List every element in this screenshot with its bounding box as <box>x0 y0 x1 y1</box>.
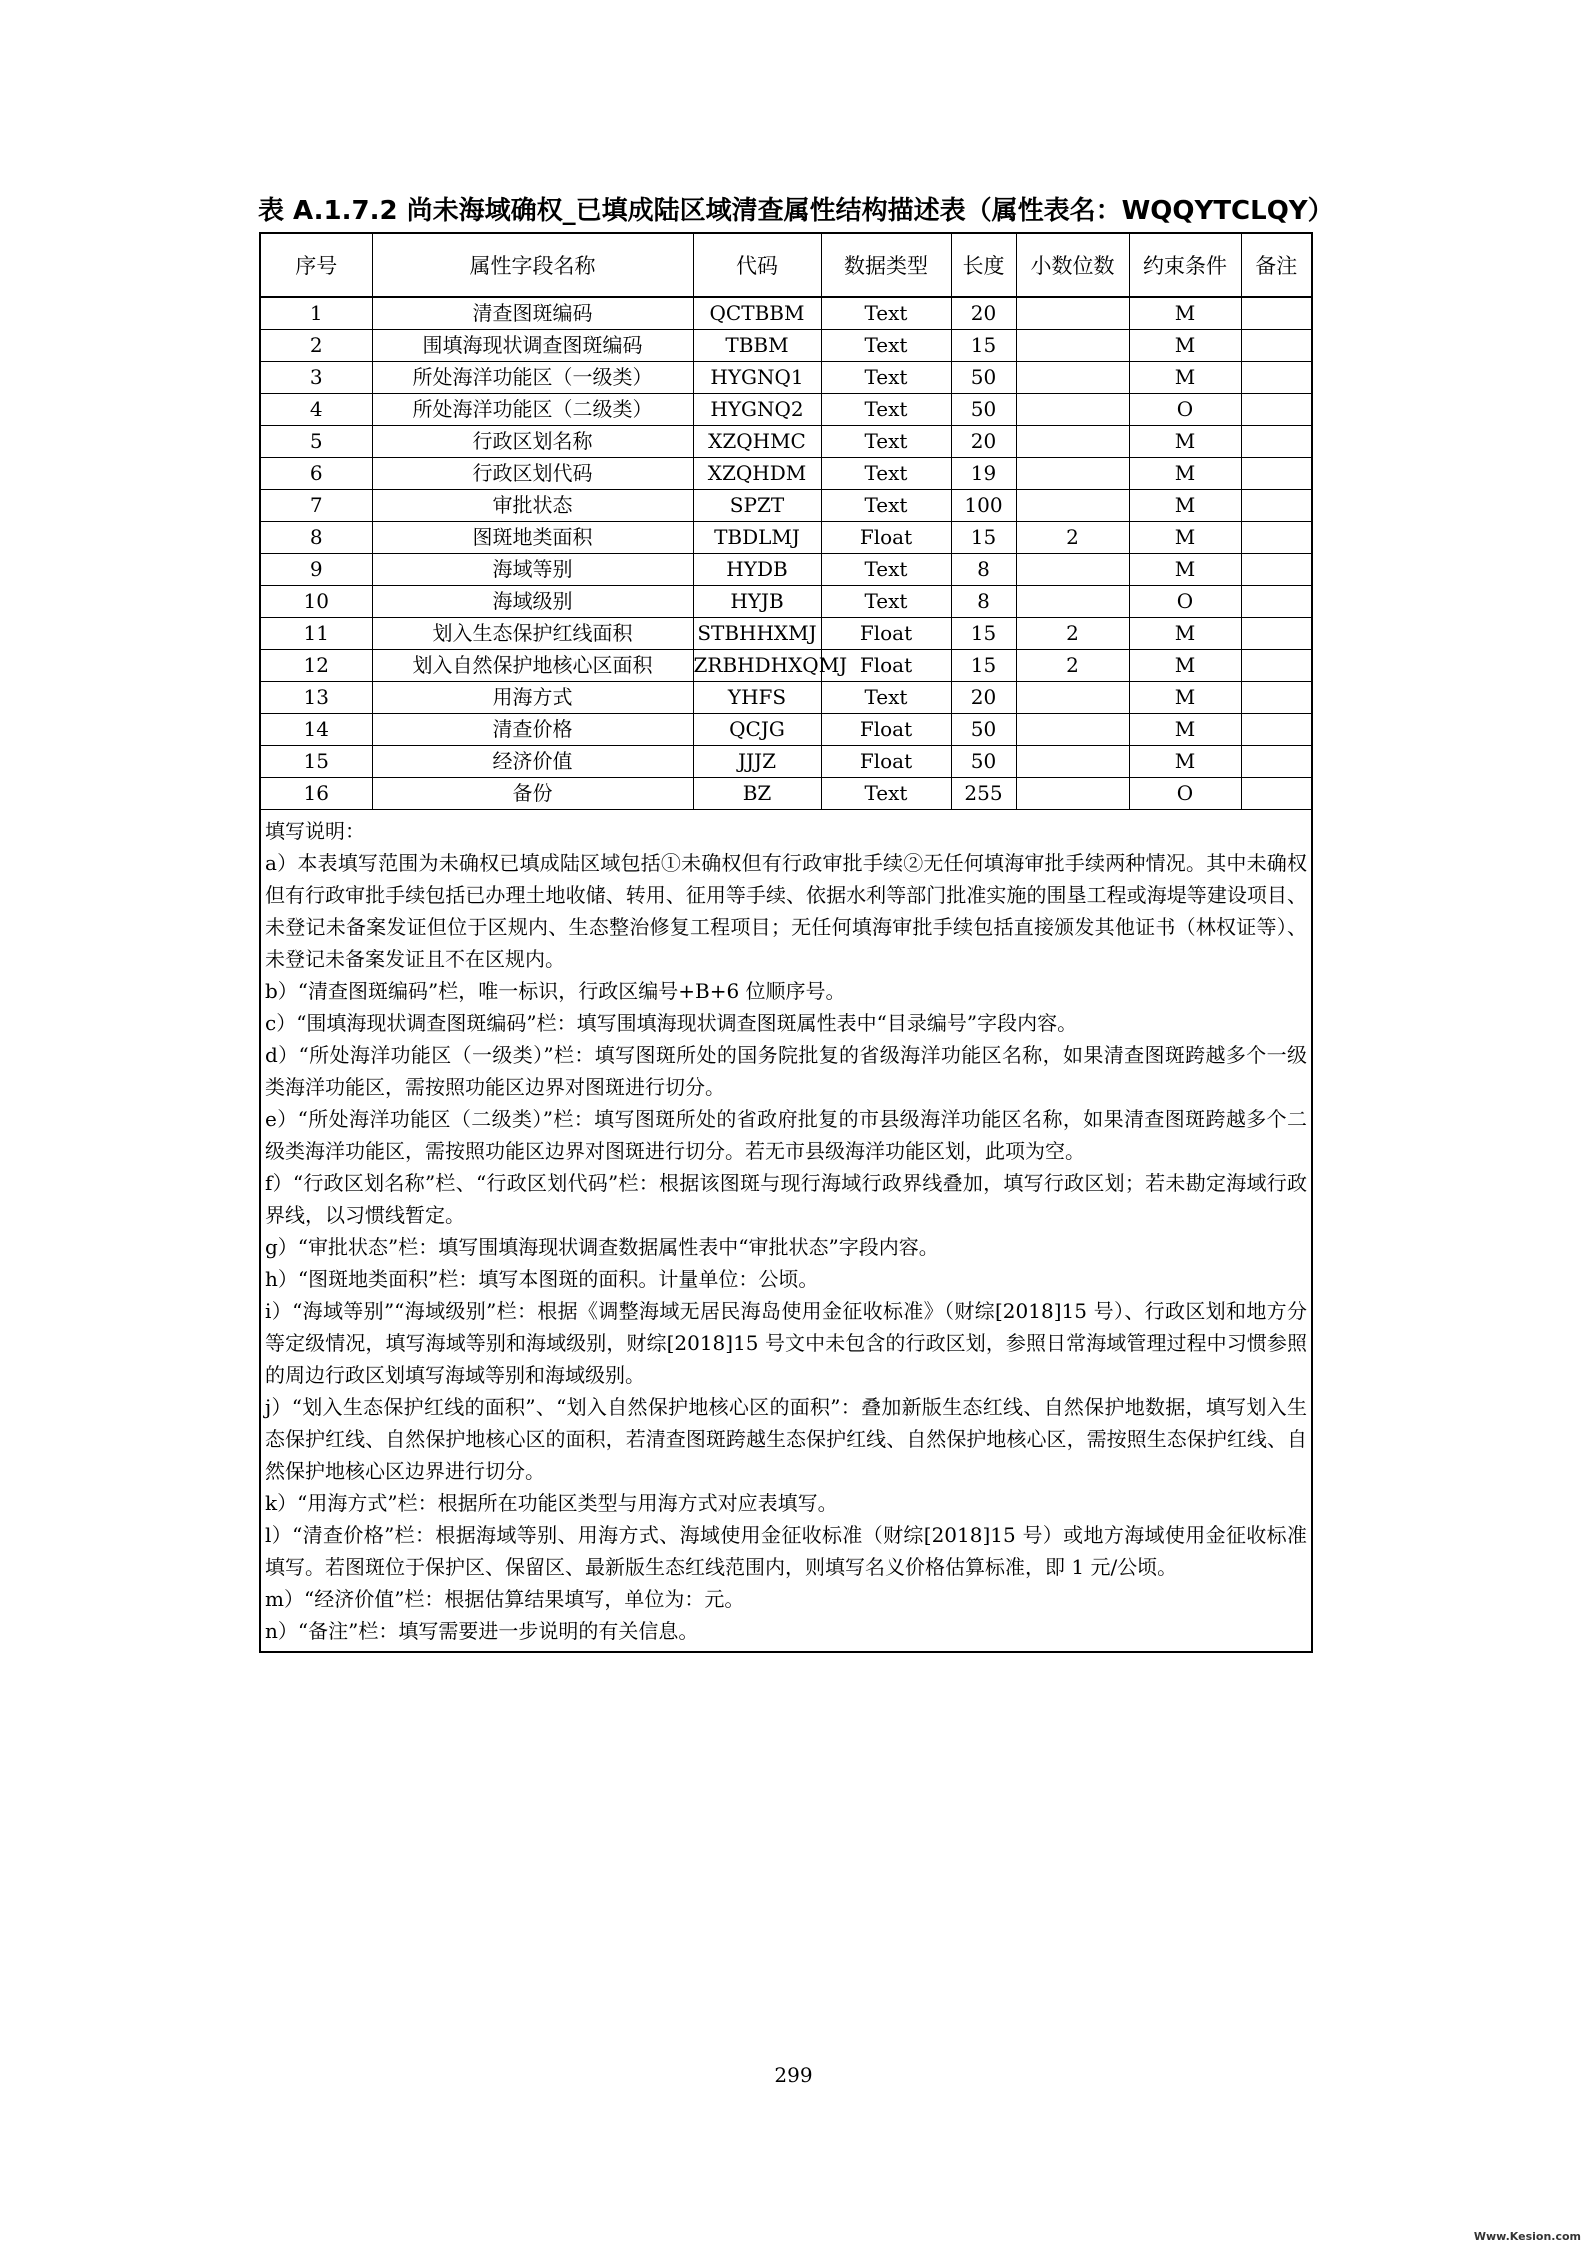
table-cell: 50 <box>951 714 1016 746</box>
table-cell <box>1016 330 1129 362</box>
table-cell: Text <box>821 458 951 490</box>
table-cell: 2 <box>1016 650 1129 682</box>
note-item: f）“行政区划名称”栏、“行政区划代码”栏：根据该图斑与现行海域行政界线叠加，填写行政区划；若未勘定海域行政界线，以习惯线暂定。 <box>265 1171 1307 1227</box>
table-cell: 11 <box>261 618 372 650</box>
table-row <box>261 778 1311 810</box>
table-cell <box>1016 297 1129 330</box>
table-cell: 50 <box>951 394 1016 426</box>
fill-instructions <box>261 809 1311 1651</box>
table-cell: 5 <box>261 426 372 458</box>
table-cell <box>1241 778 1311 810</box>
table-cell: STBHHXMJ <box>693 618 821 650</box>
table-cell <box>1241 394 1311 426</box>
table-cell: 15 <box>951 650 1016 682</box>
table-cell: 10 <box>261 586 372 618</box>
table-cell: SPZT <box>693 490 821 522</box>
table-cell <box>1241 330 1311 362</box>
table-cell: 图斑地类面积 <box>372 522 693 554</box>
table-cell: TBBM <box>693 330 821 362</box>
table-cell: M <box>1129 458 1241 490</box>
table-cell <box>1241 650 1311 682</box>
table-cell: 清查图斑编码 <box>372 297 693 330</box>
table-cell: 划入自然保护地核心区面积 <box>372 650 693 682</box>
table-cell <box>1241 746 1311 778</box>
table-cell: 15 <box>951 330 1016 362</box>
header-cell: 备注 <box>1241 234 1311 297</box>
table-row <box>261 330 1311 362</box>
table-cell: Text <box>821 297 951 330</box>
table-cell: 海域级别 <box>372 586 693 618</box>
table-cell: Text <box>821 554 951 586</box>
table-cell: 行政区划名称 <box>372 426 693 458</box>
table-cell: 8 <box>951 554 1016 586</box>
table-cell <box>1016 394 1129 426</box>
header-cell: 小数位数 <box>1016 234 1129 297</box>
table-cell: 13 <box>261 682 372 714</box>
table-cell: 20 <box>951 682 1016 714</box>
table-cell: M <box>1129 746 1241 778</box>
table-cell: Text <box>821 778 951 810</box>
table-cell: M <box>1129 682 1241 714</box>
table-cell <box>1016 362 1129 394</box>
table-cell: Float <box>821 618 951 650</box>
table-cell: 4 <box>261 394 372 426</box>
table-cell: 8 <box>261 522 372 554</box>
table-cell: Text <box>821 682 951 714</box>
table-cell <box>1241 682 1311 714</box>
table-cell: 海域等别 <box>372 554 693 586</box>
table-cell <box>1016 586 1129 618</box>
table-row <box>261 490 1311 522</box>
header-cell: 序号 <box>261 234 372 297</box>
table-cell: M <box>1129 362 1241 394</box>
note-item: b）“清查图斑编码”栏，唯一标识，行政区编号+B+6 位顺序号。 <box>265 979 846 1003</box>
note-item: a）本表填写范围为未确权已填成陆区域包括①未确权但有行政审批手续②无任何填海审批手续两种情况。其中未确权但有行政审批手续包括已办理土地收储、转用、征用等手续、依据水利等部门批准实施的围垦工程或海堤等建设项目、未登记未备案发证但位于区规内、生态整治修复工程项目；无任何填海审批手续包括直接颁发其他证书（林权证等）、未登记未备案发证且不在区规内。 <box>265 851 1307 971</box>
table-cell: HYGNQ2 <box>693 394 821 426</box>
site-watermark: Www.Kesion.com <box>1473 2230 1581 2243</box>
table-cell: HYDB <box>693 554 821 586</box>
header-cell: 约束条件 <box>1129 234 1241 297</box>
table-row <box>261 650 1311 682</box>
note-item: d）“所处海洋功能区（一级类）”栏：填写图斑所处的国务院批复的省级海洋功能区名称，如果清查图斑跨越多个一级类海洋功能区，需按照功能区边界对图斑进行切分。 <box>265 1043 1307 1099</box>
table-cell <box>1016 778 1129 810</box>
note-item: j）“划入生态保护红线的面积”、“划入自然保护地核心区的面积”：叠加新版生态红线、自然保护地数据，填写划入生态保护红线、自然保护地核心区的面积，若清查图斑跨越生态保护红线、自然保护地核心区，需按照生态保护红线、自然保护地核心区边界进行切分。 <box>265 1395 1307 1483</box>
table-cell <box>1241 522 1311 554</box>
table-cell: M <box>1129 522 1241 554</box>
table-cell: 划入生态保护红线面积 <box>372 618 693 650</box>
table-cell: O <box>1129 586 1241 618</box>
table-cell <box>1016 490 1129 522</box>
table-row <box>261 522 1311 554</box>
note-item: l）“清查价格”栏：根据海域等别、用海方式、海域使用金征收标准（财综[2018]15 号）或地方海域使用金征收标准填写。若图斑位于保护区、保留区、最新版生态红线范围内，则填写名义价格估算标准，即 1 元/公顷。 <box>265 1523 1307 1579</box>
table-cell: 15 <box>261 746 372 778</box>
table-cell: 1 <box>261 297 372 330</box>
table-cell: 50 <box>951 362 1016 394</box>
table-cell: Text <box>821 490 951 522</box>
table-cell: M <box>1129 618 1241 650</box>
table-cell <box>1016 714 1129 746</box>
table-cell: 8 <box>951 586 1016 618</box>
table-cell: Text <box>821 586 951 618</box>
note-item: n）“备注”栏：填写需要进一步说明的有关信息。 <box>265 1619 699 1643</box>
table-cell <box>1241 426 1311 458</box>
table-cell: 12 <box>261 650 372 682</box>
table-cell: Float <box>821 746 951 778</box>
table-cell: 2 <box>1016 618 1129 650</box>
header-cell: 代码 <box>693 234 821 297</box>
table-cell: M <box>1129 297 1241 330</box>
table-cell: HYJB <box>693 586 821 618</box>
table-cell: Float <box>821 714 951 746</box>
table-cell: 用海方式 <box>372 682 693 714</box>
table-row <box>261 682 1311 714</box>
table-cell: ZRBHDHXQMJ <box>693 650 821 682</box>
table-cell <box>1016 682 1129 714</box>
table-cell: HYGNQ1 <box>693 362 821 394</box>
table-cell: 50 <box>951 746 1016 778</box>
table-body <box>261 297 1311 809</box>
notes-heading: 填写说明： <box>265 819 365 843</box>
table-cell: TBDLMJ <box>693 522 821 554</box>
note-item: k）“用海方式”栏：根据所在功能区类型与用海方式对应表填写。 <box>265 1491 838 1515</box>
note-item: e）“所处海洋功能区（二级类）”栏：填写图斑所处的省政府批复的市县级海洋功能区名称，如果清查图斑跨越多个二级类海洋功能区，需按照功能区边界对图斑进行切分。若无市县级海洋功能区划，此项为空。 <box>265 1107 1307 1163</box>
table-frame <box>259 232 1313 1653</box>
table-cell: QCTBBM <box>693 297 821 330</box>
table-cell: 20 <box>951 426 1016 458</box>
table-cell: Text <box>821 362 951 394</box>
table-cell: 审批状态 <box>372 490 693 522</box>
table-cell: 15 <box>951 522 1016 554</box>
table-header-row <box>261 234 1311 297</box>
table-cell: 15 <box>951 618 1016 650</box>
table-cell <box>1241 586 1311 618</box>
table-cell: 7 <box>261 490 372 522</box>
table-cell: 经济价值 <box>372 746 693 778</box>
header-cell: 属性字段名称 <box>372 234 693 297</box>
table-cell: 行政区划代码 <box>372 458 693 490</box>
table-cell: Text <box>821 394 951 426</box>
page-number: 299 <box>774 2063 813 2087</box>
header-cell: 数据类型 <box>821 234 951 297</box>
table-cell: M <box>1129 554 1241 586</box>
table-cell <box>1241 554 1311 586</box>
table-cell: 所处海洋功能区（一级类） <box>372 362 693 394</box>
note-item: m）“经济价值”栏：根据估算结果填写，单位为：元。 <box>265 1587 745 1611</box>
table-cell: 16 <box>261 778 372 810</box>
note-item: h）“图斑地类面积”栏：填写本图斑的面积。计量单位：公顷。 <box>265 1267 819 1291</box>
table-cell <box>1241 362 1311 394</box>
table-cell: YHFS <box>693 682 821 714</box>
table-row <box>261 362 1311 394</box>
table-cell: 14 <box>261 714 372 746</box>
table-cell: M <box>1129 426 1241 458</box>
table-row <box>261 714 1311 746</box>
notes-list <box>265 847 1307 1647</box>
table-cell: 清查价格 <box>372 714 693 746</box>
table-cell <box>1016 458 1129 490</box>
table-cell: M <box>1129 330 1241 362</box>
table-cell: 2 <box>1016 522 1129 554</box>
table-row <box>261 297 1311 330</box>
note-item: c）“围填海现状调查图斑编码”栏：填写围填海现状调查图斑属性表中“目录编号”字段内容。 <box>265 1011 1078 1035</box>
table-cell <box>1241 297 1311 330</box>
table-cell <box>1016 426 1129 458</box>
table-cell <box>1241 714 1311 746</box>
table-cell: 6 <box>261 458 372 490</box>
table-cell <box>1241 458 1311 490</box>
table-cell <box>1241 618 1311 650</box>
table-cell: XZQHDM <box>693 458 821 490</box>
table-row <box>261 426 1311 458</box>
table-title: 表 A.1.7.2 尚未海域确权_已填成陆区域清查属性结构描述表（属性表名：WQQYTCLQY） <box>258 196 1334 226</box>
table-row <box>261 554 1311 586</box>
table-cell <box>1241 490 1311 522</box>
table-cell: 所处海洋功能区（二级类） <box>372 394 693 426</box>
attribute-table <box>261 234 1311 809</box>
table-cell: 20 <box>951 297 1016 330</box>
note-item: g）“审批状态”栏：填写围填海现状调查数据属性表中“审批状态”字段内容。 <box>265 1235 939 1259</box>
table-cell: XZQHMC <box>693 426 821 458</box>
table-cell: 3 <box>261 362 372 394</box>
table-cell: Text <box>821 330 951 362</box>
table-row <box>261 618 1311 650</box>
table-cell: BZ <box>693 778 821 810</box>
table-cell: Float <box>821 522 951 554</box>
table-row <box>261 586 1311 618</box>
table-cell: 9 <box>261 554 372 586</box>
table-cell: QCJG <box>693 714 821 746</box>
table-cell: M <box>1129 650 1241 682</box>
table-row <box>261 394 1311 426</box>
table-row <box>261 746 1311 778</box>
note-item: i）“海域等别”“海域级别”栏：根据《调整海域无居民海岛使用金征收标准》（财综[2018]15 号）、行政区划和地方分等定级情况，填写海域等别和海域级别，财综[2018]15 号文中未包含的行政区划，参照日常海域管理过程中习惯参照的周边行政区划填写海域等别和海域级别。 <box>265 1299 1307 1387</box>
table-cell: 255 <box>951 778 1016 810</box>
table-cell: 19 <box>951 458 1016 490</box>
table-cell: 2 <box>261 330 372 362</box>
table-cell: M <box>1129 714 1241 746</box>
table-cell: M <box>1129 490 1241 522</box>
table-cell: Text <box>821 426 951 458</box>
header-cell: 长度 <box>951 234 1016 297</box>
table-cell: JJJZ <box>693 746 821 778</box>
table-cell: O <box>1129 778 1241 810</box>
table-cell: 备份 <box>372 778 693 810</box>
table-cell: 围填海现状调查图斑编码 <box>372 330 693 362</box>
table-row <box>261 458 1311 490</box>
table-cell: 100 <box>951 490 1016 522</box>
table-cell <box>1016 746 1129 778</box>
table-cell <box>1016 554 1129 586</box>
table-cell: O <box>1129 394 1241 426</box>
table-cell: Float <box>821 650 951 682</box>
